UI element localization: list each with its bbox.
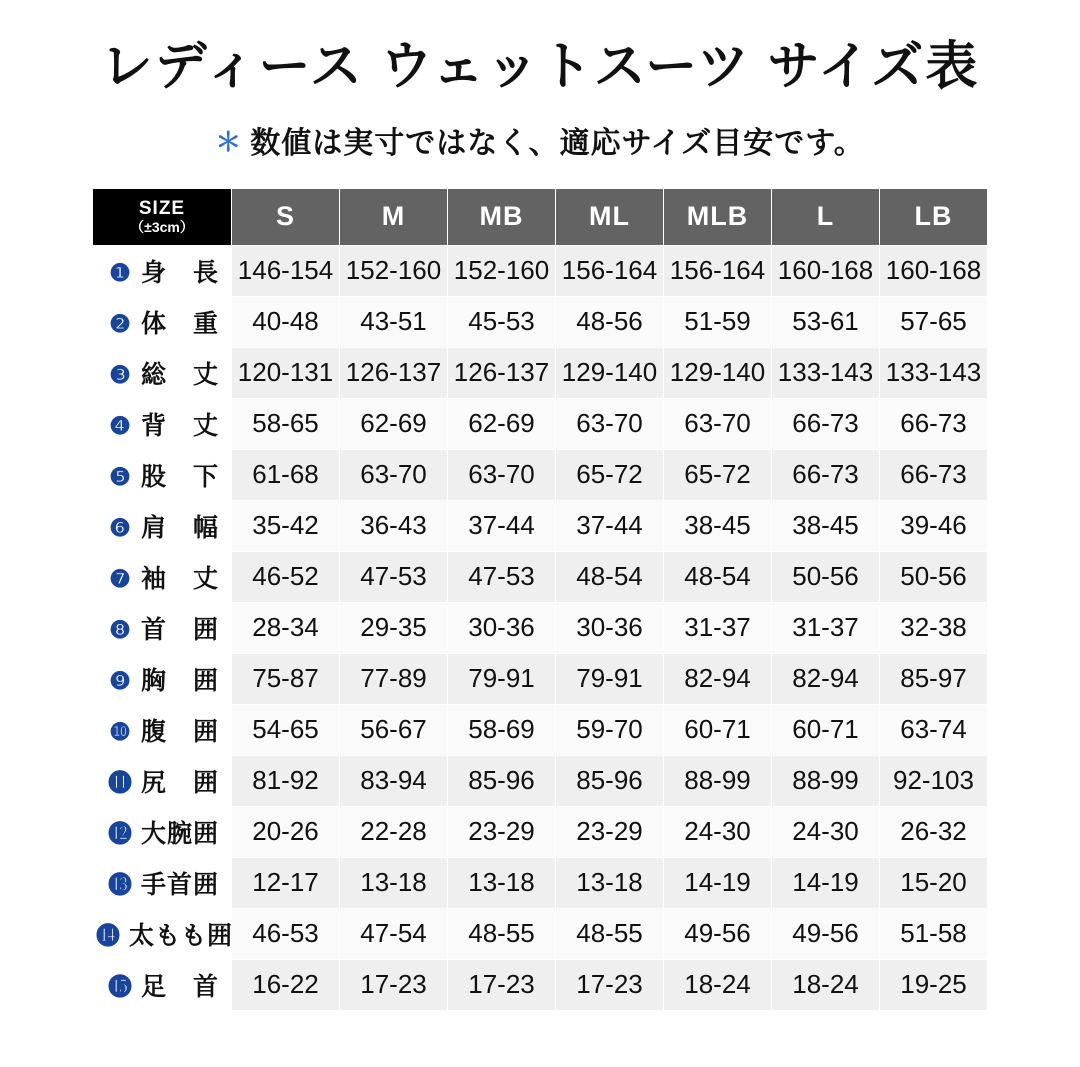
row-title-2: 体 重 xyxy=(140,309,219,338)
cell-5-s: 61-68 xyxy=(232,449,340,500)
row-title-3: 総 丈 xyxy=(140,360,219,389)
cell-5-lb: 66-73 xyxy=(880,449,988,500)
cell-4-l: 66-73 xyxy=(772,398,880,449)
row-number-13: ⓭ xyxy=(107,871,132,899)
cell-6-mb: 37-44 xyxy=(448,500,556,551)
cell-7-lb: 50-56 xyxy=(880,551,988,602)
cell-10-ml: 59-70 xyxy=(556,704,664,755)
cell-2-mlb: 51-59 xyxy=(664,296,772,347)
row-label-11 xyxy=(93,755,232,806)
cell-9-m: 77-89 xyxy=(340,653,448,704)
cell-12-mlb: 24-30 xyxy=(664,806,772,857)
cell-6-s: 35-42 xyxy=(232,500,340,551)
cell-5-mb: 63-70 xyxy=(448,449,556,500)
cell-4-mb: 62-69 xyxy=(448,398,556,449)
cell-13-l: 14-19 xyxy=(772,857,880,908)
row-number-14: ⓮ xyxy=(96,922,120,950)
cell-9-lb: 85-97 xyxy=(880,653,988,704)
table-row xyxy=(93,959,988,1010)
cell-15-l: 18-24 xyxy=(772,959,880,1010)
cell-2-l: 53-61 xyxy=(772,296,880,347)
cell-1-mb: 152-160 xyxy=(448,245,556,296)
cell-9-s: 75-87 xyxy=(232,653,340,704)
cell-10-lb: 63-74 xyxy=(880,704,988,755)
row-label-8 xyxy=(93,602,232,653)
size-table xyxy=(92,188,988,1011)
row-title-9: 胸 囲 xyxy=(140,666,219,695)
cell-15-m: 17-23 xyxy=(340,959,448,1010)
cell-12-s: 20-26 xyxy=(232,806,340,857)
cell-10-l: 60-71 xyxy=(772,704,880,755)
row-number-15: ⓯ xyxy=(107,973,132,1001)
cell-6-mlb: 38-45 xyxy=(664,500,772,551)
cell-11-mlb: 88-99 xyxy=(664,755,772,806)
row-label-3 xyxy=(93,347,232,398)
page-subtitle xyxy=(46,118,1034,162)
row-title-11: 尻 囲 xyxy=(140,768,219,797)
row-label-1 xyxy=(93,245,232,296)
table-row xyxy=(93,245,988,296)
cell-3-ml: 129-140 xyxy=(556,347,664,398)
row-number-3: ❸ xyxy=(109,361,131,389)
cell-11-mb: 85-96 xyxy=(448,755,556,806)
cell-9-l: 82-94 xyxy=(772,653,880,704)
row-number-6: ❻ xyxy=(109,514,131,542)
row-title-12: 大腕囲 xyxy=(140,819,219,848)
cell-8-ml: 30-36 xyxy=(556,602,664,653)
cell-9-mb: 79-91 xyxy=(448,653,556,704)
asterisk-icon: ＊ xyxy=(215,126,243,157)
cell-13-mlb: 14-19 xyxy=(664,857,772,908)
table-row xyxy=(93,296,988,347)
row-number-7: ❼ xyxy=(109,565,131,593)
cell-1-s: 146-154 xyxy=(232,245,340,296)
row-label-2 xyxy=(93,296,232,347)
cell-4-ml: 63-70 xyxy=(556,398,664,449)
column-header-s: S xyxy=(232,188,340,245)
cell-7-mb: 47-53 xyxy=(448,551,556,602)
cell-10-m: 56-67 xyxy=(340,704,448,755)
cell-7-s: 46-52 xyxy=(232,551,340,602)
cell-8-lb: 32-38 xyxy=(880,602,988,653)
cell-7-ml: 48-54 xyxy=(556,551,664,602)
column-header-ml: ML xyxy=(556,188,664,245)
cell-13-s: 12-17 xyxy=(232,857,340,908)
cell-15-s: 16-22 xyxy=(232,959,340,1010)
cell-3-m: 126-137 xyxy=(340,347,448,398)
row-label-6 xyxy=(93,500,232,551)
table-row xyxy=(93,857,988,908)
row-number-4: ❹ xyxy=(109,412,131,440)
cell-9-ml: 79-91 xyxy=(556,653,664,704)
cell-12-l: 24-30 xyxy=(772,806,880,857)
row-title-8: 首 囲 xyxy=(140,615,219,644)
cell-3-s: 120-131 xyxy=(232,347,340,398)
cell-7-l: 50-56 xyxy=(772,551,880,602)
cell-1-mlb: 156-164 xyxy=(664,245,772,296)
column-header-mlb: MLB xyxy=(664,188,772,245)
cell-4-m: 62-69 xyxy=(340,398,448,449)
table-row xyxy=(93,551,988,602)
cell-1-ml: 156-164 xyxy=(556,245,664,296)
row-title-5: 股 下 xyxy=(140,462,219,491)
column-header-lb: LB xyxy=(880,188,988,245)
cell-9-mlb: 82-94 xyxy=(664,653,772,704)
cell-12-lb: 26-32 xyxy=(880,806,988,857)
cell-4-s: 58-65 xyxy=(232,398,340,449)
row-title-1: 身 長 xyxy=(140,258,219,287)
page-title: レディース ウェットスーツ サイズ表 xyxy=(100,38,980,96)
row-label-14 xyxy=(93,908,232,959)
cell-11-lb: 92-103 xyxy=(880,755,988,806)
row-title-10: 腹 囲 xyxy=(140,717,219,746)
cell-4-lb: 66-73 xyxy=(880,398,988,449)
row-label-5 xyxy=(93,449,232,500)
cell-7-m: 47-53 xyxy=(340,551,448,602)
cell-14-s: 46-53 xyxy=(232,908,340,959)
cell-3-mlb: 129-140 xyxy=(664,347,772,398)
cell-11-l: 88-99 xyxy=(772,755,880,806)
cell-2-m: 43-51 xyxy=(340,296,448,347)
row-label-9 xyxy=(93,653,232,704)
cell-14-lb: 51-58 xyxy=(880,908,988,959)
column-header-l: L xyxy=(772,188,880,245)
table-row xyxy=(93,398,988,449)
cell-10-mb: 58-69 xyxy=(448,704,556,755)
cell-2-s: 40-48 xyxy=(232,296,340,347)
row-title-4: 背 丈 xyxy=(140,411,219,440)
cell-13-mb: 13-18 xyxy=(448,857,556,908)
table-row xyxy=(93,755,988,806)
table-row xyxy=(93,653,988,704)
cell-5-mlb: 65-72 xyxy=(664,449,772,500)
table-row xyxy=(93,500,988,551)
cell-14-mlb: 49-56 xyxy=(664,908,772,959)
cell-3-lb: 133-143 xyxy=(880,347,988,398)
cell-6-l: 38-45 xyxy=(772,500,880,551)
cell-2-ml: 48-56 xyxy=(556,296,664,347)
cell-13-ml: 13-18 xyxy=(556,857,664,908)
cell-14-ml: 48-55 xyxy=(556,908,664,959)
row-title-14: 太もも囲 xyxy=(129,921,234,950)
table-row xyxy=(93,449,988,500)
cell-14-m: 47-54 xyxy=(340,908,448,959)
cell-7-mlb: 48-54 xyxy=(664,551,772,602)
row-label-15 xyxy=(93,959,232,1010)
cell-15-ml: 17-23 xyxy=(556,959,664,1010)
cell-8-s: 28-34 xyxy=(232,602,340,653)
cell-11-s: 81-92 xyxy=(232,755,340,806)
cell-13-m: 13-18 xyxy=(340,857,448,908)
cell-11-m: 83-94 xyxy=(340,755,448,806)
row-number-1: ❶ xyxy=(109,259,131,287)
cell-8-m: 29-35 xyxy=(340,602,448,653)
cell-10-mlb: 60-71 xyxy=(664,704,772,755)
cell-8-mb: 30-36 xyxy=(448,602,556,653)
cell-11-ml: 85-96 xyxy=(556,755,664,806)
cell-14-mb: 48-55 xyxy=(448,908,556,959)
table-row xyxy=(93,806,988,857)
row-number-9: ❾ xyxy=(109,667,131,695)
cell-5-l: 66-73 xyxy=(772,449,880,500)
size-chart-page xyxy=(0,38,1080,1067)
row-label-12 xyxy=(93,806,232,857)
cell-12-m: 22-28 xyxy=(340,806,448,857)
cell-15-mb: 17-23 xyxy=(448,959,556,1010)
cell-1-l: 160-168 xyxy=(772,245,880,296)
row-title-6: 肩 幅 xyxy=(140,513,219,542)
row-number-5: ❺ xyxy=(109,463,131,491)
row-title-7: 袖 丈 xyxy=(140,564,219,593)
cell-6-lb: 39-46 xyxy=(880,500,988,551)
cell-3-l: 133-143 xyxy=(772,347,880,398)
row-label-10 xyxy=(93,704,232,755)
column-header-mb: MB xyxy=(448,188,556,245)
cell-13-lb: 15-20 xyxy=(880,857,988,908)
cell-3-mb: 126-137 xyxy=(448,347,556,398)
table-row xyxy=(93,908,988,959)
cell-5-ml: 65-72 xyxy=(556,449,664,500)
row-label-13 xyxy=(93,857,232,908)
cell-12-ml: 23-29 xyxy=(556,806,664,857)
table-row xyxy=(93,347,988,398)
row-title-15: 足 首 xyxy=(140,972,219,1001)
cell-8-l: 31-37 xyxy=(772,602,880,653)
row-number-12: ⓬ xyxy=(107,820,132,848)
cell-6-m: 36-43 xyxy=(340,500,448,551)
table-row xyxy=(93,704,988,755)
page-subtitle-text: 数値は実寸ではなく、適応サイズ目安です。 xyxy=(250,126,865,160)
cell-15-mlb: 18-24 xyxy=(664,959,772,1010)
row-label-7 xyxy=(93,551,232,602)
column-header-m: M xyxy=(340,188,448,245)
cell-12-mb: 23-29 xyxy=(448,806,556,857)
cell-15-lb: 19-25 xyxy=(880,959,988,1010)
cell-4-mlb: 63-70 xyxy=(664,398,772,449)
cell-2-mb: 45-53 xyxy=(448,296,556,347)
table-row xyxy=(93,602,988,653)
row-label-4 xyxy=(93,398,232,449)
cell-14-l: 49-56 xyxy=(772,908,880,959)
table-header-row xyxy=(93,188,988,245)
row-number-11: ⓫ xyxy=(107,769,132,797)
row-number-2: ❷ xyxy=(109,310,131,338)
cell-1-lb: 160-168 xyxy=(880,245,988,296)
cell-10-s: 54-65 xyxy=(232,704,340,755)
cell-2-lb: 57-65 xyxy=(880,296,988,347)
table-corner-tolerance: （±3cm） xyxy=(130,218,194,235)
row-number-8: ❽ xyxy=(109,616,131,644)
row-number-10: ❿ xyxy=(109,718,131,746)
cell-8-mlb: 31-37 xyxy=(664,602,772,653)
table-corner-label: SIZE xyxy=(138,197,186,219)
row-title-13: 手首囲 xyxy=(140,870,219,899)
cell-5-m: 63-70 xyxy=(340,449,448,500)
cell-6-ml: 37-44 xyxy=(556,500,664,551)
table-corner-cell xyxy=(93,188,232,245)
cell-1-m: 152-160 xyxy=(340,245,448,296)
